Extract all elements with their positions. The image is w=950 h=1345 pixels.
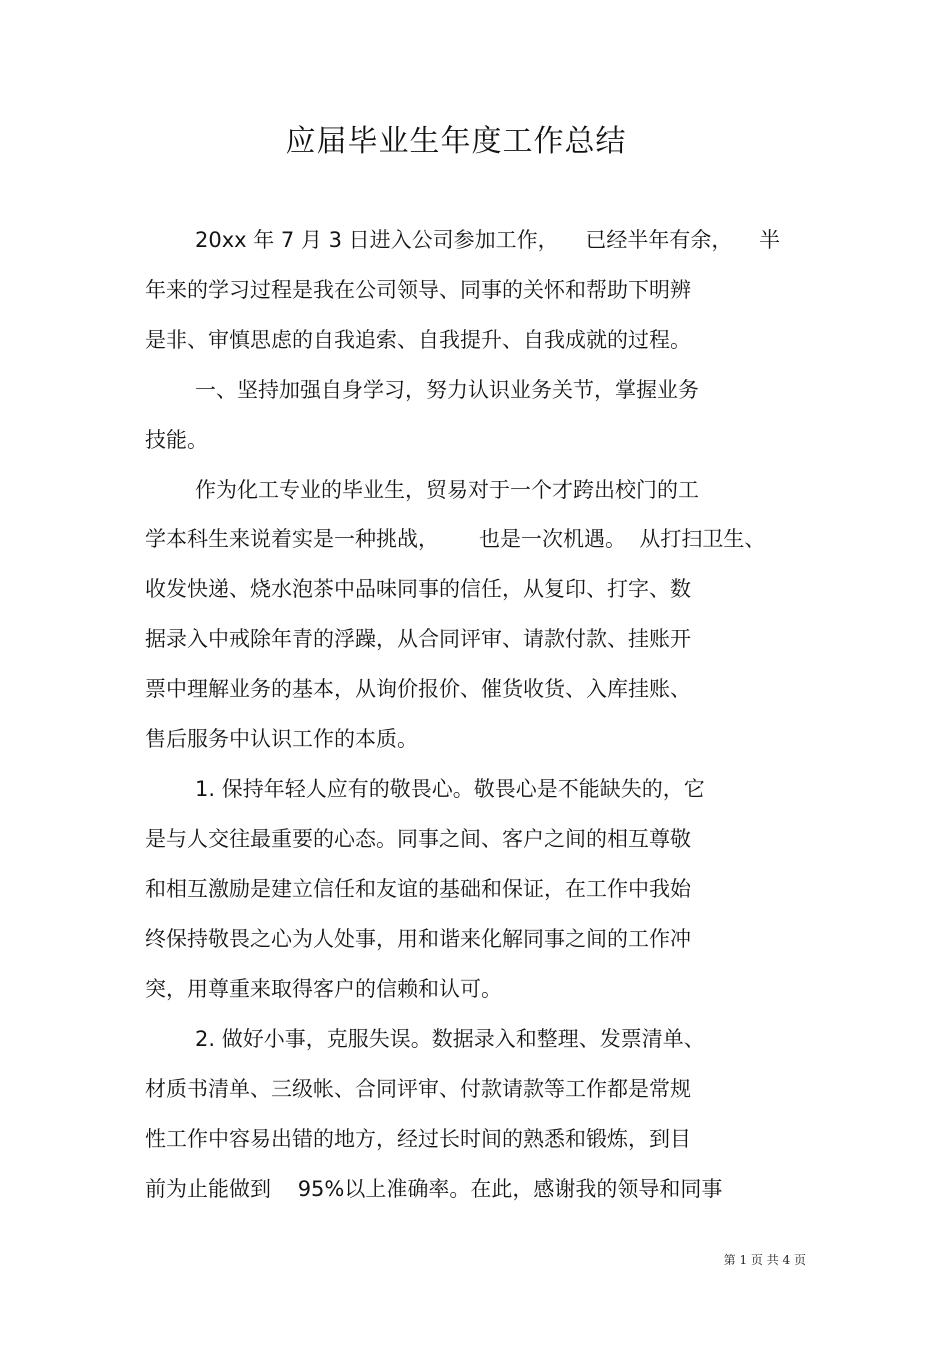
paragraph-line: 终保持敬畏之心为人处事，用和谐来化解同事之间的工作冲 [145,927,691,951]
paragraph-line: 2. 做好小事，克服失误。数据录入和整理、发票清单、 [195,1027,705,1051]
page-number: 第 1 页 共 4 页 [723,1253,806,1267]
paragraph-line: 材质书清单、三级帐、合同评审、付款请款等工作都是常规 [145,1077,691,1101]
paragraph-line: 前为止能做到 95%以上准确率。在此，感谢我的领导和同事 [145,1177,723,1201]
paragraph-line: 售后服务中认识工作的本质。 [145,727,418,751]
paragraph-line: 票中理解业务的基本，从询价报价、催货收货、入库挂账、 [145,677,691,701]
paragraph-line: 是与人交往最重要的心态。同事之间、客户之间的相互尊敬 [145,827,691,851]
paragraph-line: 学本科生来说着实是一种挑战， 也是一次机遇。 从打扫卫生、 [145,527,766,551]
paragraph-line: 是非、审慎思虑的自我追索、自我提升、自我成就的过程。 [145,328,691,352]
section-heading-line: 一、坚持加强自身学习，努力认识业务关节，掌握业务 [195,378,699,402]
paragraph-line: 年来的学习过程是我在公司领导、同事的关怀和帮助下明辨 [145,278,691,302]
paragraph-line: 收发快递、烧水泡茶中品味同事的信任，从复印、打字、数 [145,577,691,601]
paragraph-line: 20xx 年 7 月 3 日进入公司参加工作， 已经半年有余， 半 [195,228,781,252]
paragraph-line: 性工作中容易出错的地方，经过长时间的熟悉和锻炼，到目 [145,1127,691,1151]
paragraph-line: 突，用尊重来取得客户的信赖和认可。 [145,977,502,1001]
paragraph-line: 作为化工专业的毕业生，贸易对于一个才跨出校门的工 [195,478,699,502]
paragraph-line: 和相互激励是建立信任和友谊的基础和保证，在工作中我始 [145,877,691,901]
paragraph-line: 1. 保持年轻人应有的敬畏心。敬畏心是不能缺失的，它 [195,777,705,801]
paragraph-line: 据录入中戒除年青的浮躁，从合同评审、请款付款、挂账开 [145,627,691,651]
section-heading-line: 技能。 [145,428,208,452]
document-title: 应届毕业生年度工作总结 [285,124,627,159]
